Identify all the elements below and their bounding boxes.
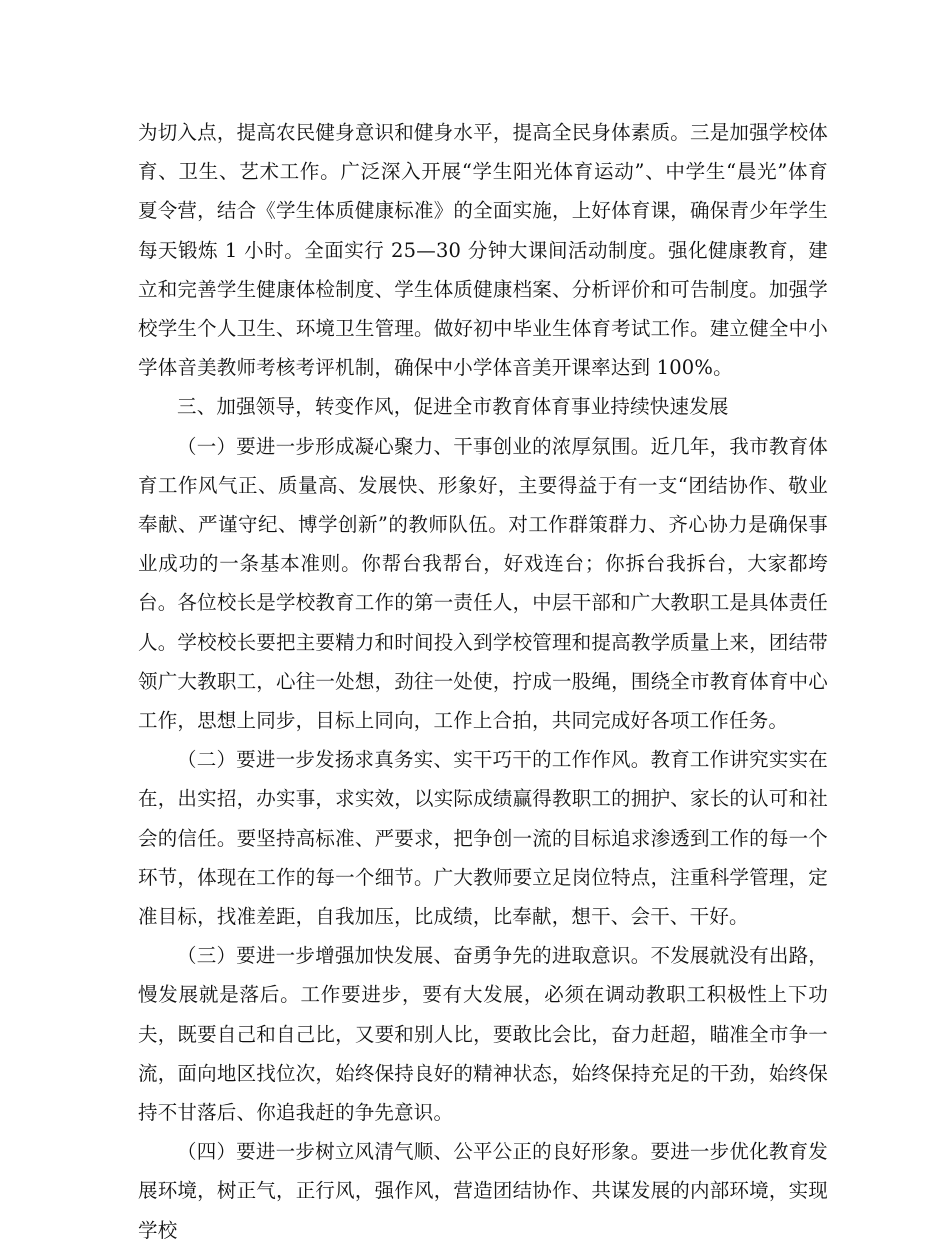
- paragraph-item-three: （三）要进一步增强加快发展、奋勇争先的进取意识。不发展就没有出路，慢发展就是落后。工作要进步，要有大发展，必须在调动教职工积极性上下功夫，既要自己和自己比，又要和别人比，要敢比会比，奋力赶超，瞄准全市争一流，面向地区找位次，始终保持良好的精神状态，始终保持充足的干劲，始终保持不甘落后、你追我赶的争先意识。: [138, 944, 828, 1125]
- document-body: [138, 113, 828, 1250]
- section-heading-three: 三、加强领导，转变作风，促进全市教育体育事业持续快速发展: [177, 395, 729, 419]
- paragraph-item-two: （二）要进一步发扬求真务实、实干巧干的工作作风。教育工作讲究实实在在，出实招，办实事，求实效，以实际成绩赢得教职工的拥护、家长的认可和社会的信任。要坚持高标准、严要求，把争创一流的目标追求渗透到工作的每一个环节，体现在工作的每一个细节。广大教师要立足岗位特点，注重科学管理，定准目标，找准差距，自我加压，比成绩，比奉献，想干、会干、干好。: [138, 748, 828, 929]
- paragraph-item-one: （一）要进一步形成凝心聚力、干事创业的浓厚氛围。近几年，我市教育体育工作风气正、质量高、发展快、形象好，主要得益于有一支“团结协作、敬业奉献、严谨守纪、博学创新”的教师队伍。对工作群策群力、齐心协力是确保事业成功的一条基本准则。你帮台我帮台，好戏连台；你拆台我拆台，大家都垮台。各位校长是学校教育工作的第一责任人，中层干部和广大教职工是具体责任人。学校校长要把主要精力和时间投入到学校管理和提高教学质量上来，团结带领广大教职工，心往一处想，劲往一处使，拧成一股绳，围绕全市教育体育中心工作，思想上同步，目标上同向，工作上合拍，共同完成好各项工作任务。: [138, 434, 828, 733]
- paragraph-item-four: （四）要进一步树立风清气顺、公平公正的良好形象。要进一步优化教育发展环境，树正气，正行风，强作风，营造团结协作、共谋发展的内部环境，实现学校: [138, 1140, 828, 1242]
- paragraph-continuation: 为切入点，提高农民健身意识和健身水平，提高全民身体素质。三是加强学校体育、卫生、艺术工作。广泛深入开展“学生阳光体育运动”、中学生“晨光”体育夏令营，结合《学生体质健康标准》的全面实施，上好体育课，确保青少年学生每天锻炼 1 小时。全面实行 25—30 分钟大课间活动制度。强化健康教育，建立和完善学生健康体检制度、学生体质健康档案、分析评价和可告制度。加强学校学生个人卫生、环境卫生管理。做好初中毕业生体育考试工作。建立健全中小学体音美教师考核考评机制，确保中小学体音美开课率达到 100%。: [138, 121, 828, 380]
